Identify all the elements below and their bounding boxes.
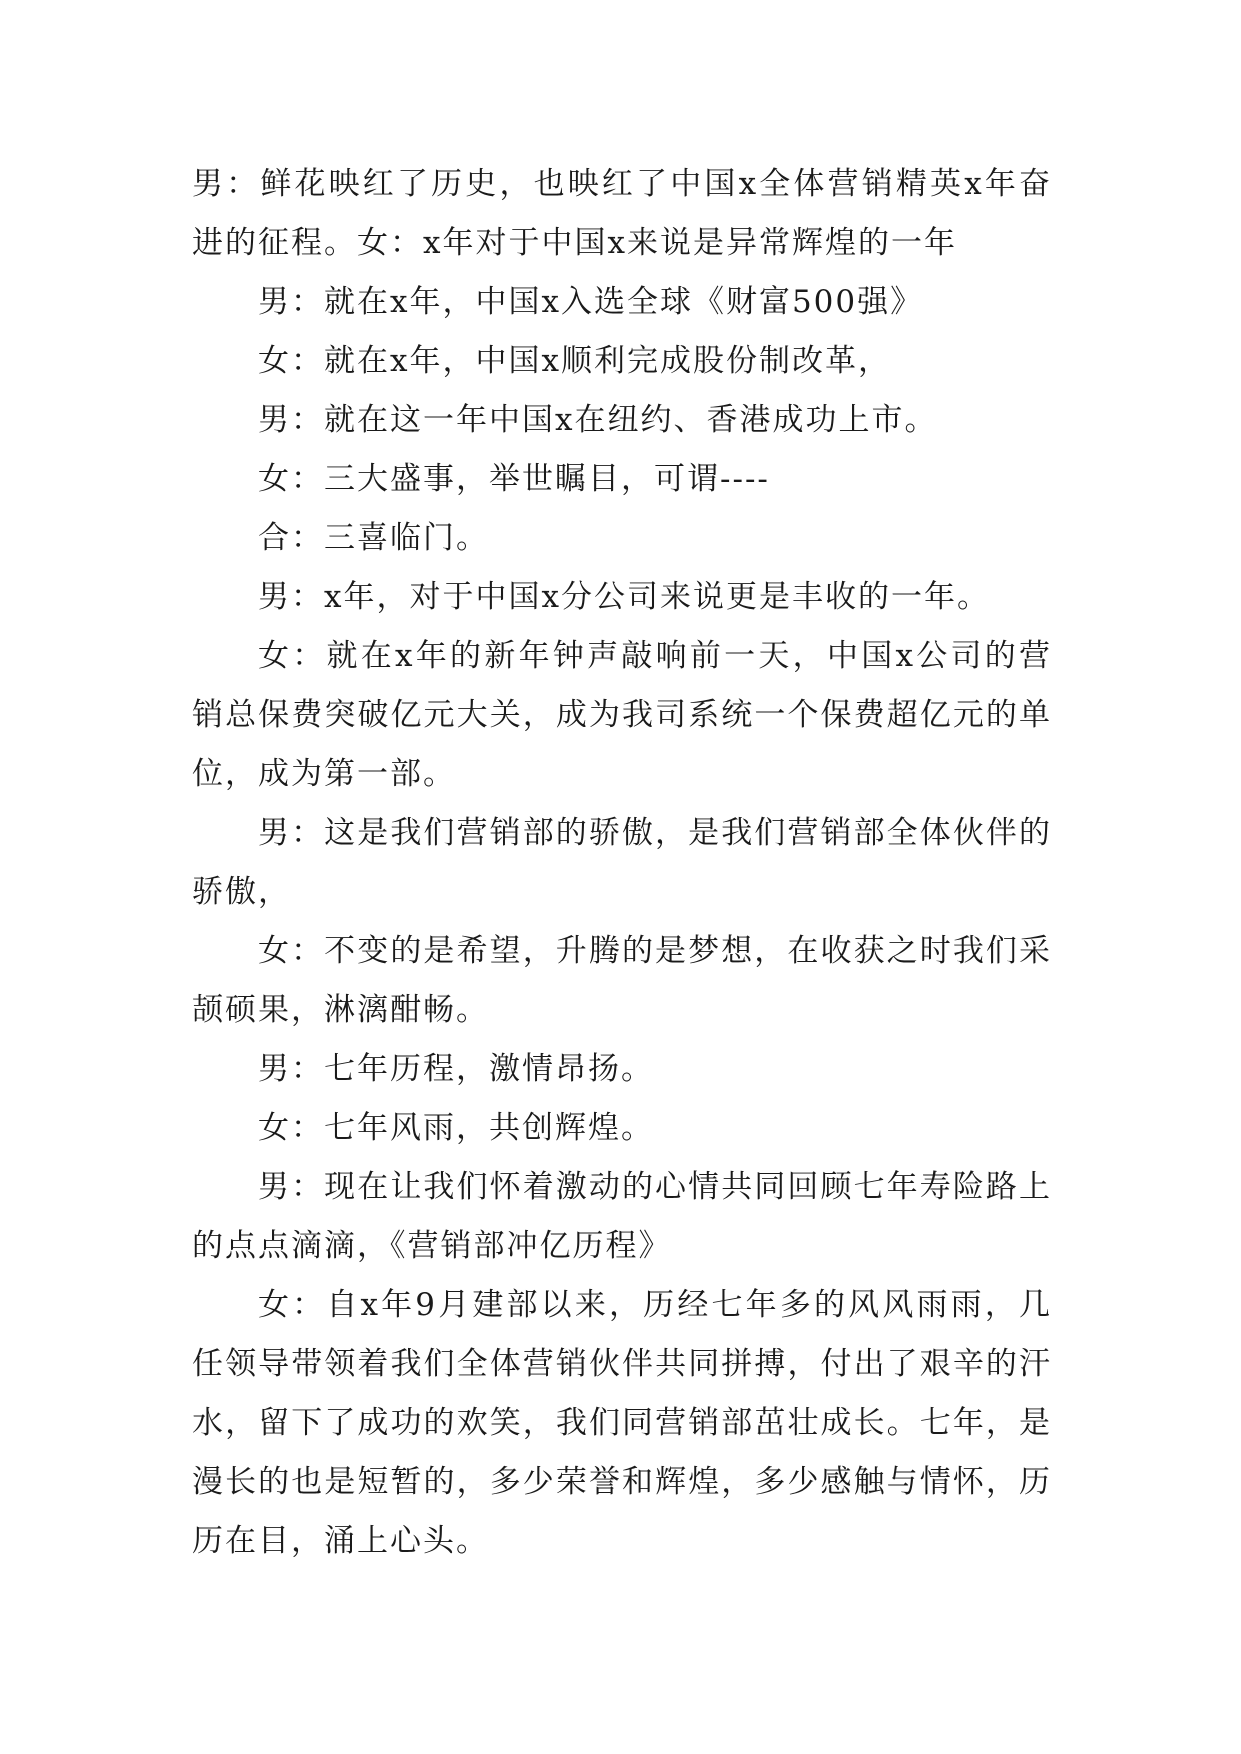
paragraph-2: 男：就在x年，中国x入选全球《财富500强》	[258, 284, 924, 320]
paragraph-12: 女：七年风雨，共创辉煌。	[258, 1110, 654, 1146]
paragraph-13: 男：现在让我们怀着激动的心情共同回顾七年寿险路上的点点滴滴，《营销部冲亿历程》	[192, 1169, 1052, 1264]
paragraph-6: 合：三喜临门。	[258, 520, 489, 556]
paragraph-4: 男：就在这一年中国x在纽约、香港成功上市。	[258, 402, 938, 438]
paragraph-7: 男：x年，对于中国x分公司来说更是丰收的一年。	[258, 579, 990, 615]
paragraph-11: 男：七年历程，激情昂扬。	[258, 1051, 654, 1087]
paragraph-1: 男：鲜花映红了历史，也映红了中国x全体营销精英x年奋进的征程。女：x年对于中国x来说是异常辉煌的一年	[192, 166, 1052, 261]
paragraph-9: 男：这是我们营销部的骄傲，是我们营销部全体伙伴的骄傲，	[192, 815, 1052, 910]
paragraph-10: 女：不变的是希望，升腾的是梦想，在收获之时我们采颉硕果，淋漓酣畅。	[192, 933, 1052, 1028]
paragraph-3: 女：就在x年，中国x顺利完成股份制改革，	[258, 343, 891, 379]
paragraph-14: 女：自x年9月建部以来，历经七年多的风风雨雨，几任领导带领着我们全体营销伙伴共同拼搏，付出了艰辛的汗水，留下了成功的欢笑，我们同营销部茁壮成长。七年，是漫长的也是短暂的，多少荣誉和辉煌，多少感触与情怀，历历在目，涌上心头。	[192, 1287, 1052, 1559]
paragraph-8: 女：就在x年的新年钟声敲响前一天，中国x公司的营销总保费突破亿元大关，成为我司系统一个保费超亿元的单位，成为第一部。	[192, 638, 1052, 792]
paragraph-5: 女：三大盛事，举世瞩目，可谓----	[258, 461, 770, 497]
document-body	[192, 155, 1052, 1571]
